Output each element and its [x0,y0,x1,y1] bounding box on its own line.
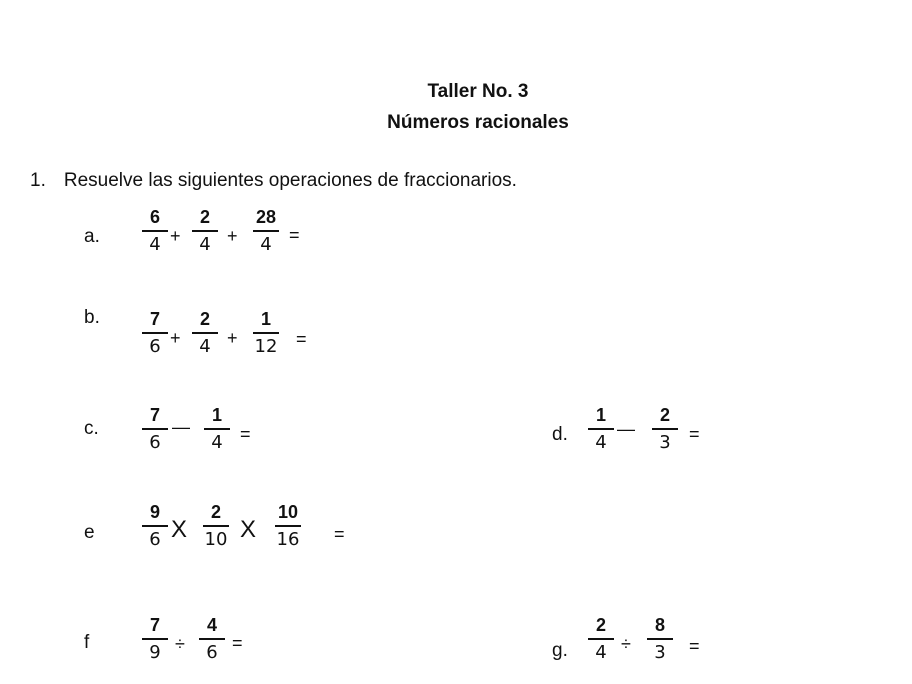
fraction-bar [588,428,614,430]
page-title: Taller No. 3 [427,81,529,102]
fraction-bar [192,332,218,334]
denominator: 6 [149,528,161,550]
fraction-bar [142,428,168,430]
fraction [246,308,286,358]
numerator: 4 [206,615,217,635]
page-subtitle: Números racionales [387,112,569,133]
numerator: 28 [255,207,277,227]
fraction-bar [275,525,301,527]
numerator: 7 [149,615,160,635]
operator: + [227,328,238,348]
operator: + [170,328,181,348]
fraction-bar [203,525,229,527]
denominator: 4 [211,431,223,453]
equals-sign: = [289,225,300,245]
equals-sign: = [689,424,700,444]
fraction [135,206,175,256]
problem-label: f [84,632,90,653]
fraction [581,404,621,454]
equals-sign: = [689,636,700,656]
denominator: 3 [654,641,666,663]
fraction-bar [647,638,673,640]
fraction-bar [192,230,218,232]
operator: X [240,516,257,543]
fraction-bar [142,230,168,232]
fraction [268,501,308,551]
problem-label: d. [552,424,568,445]
fraction-bar [142,638,168,640]
denominator: 6 [206,641,218,663]
problem-label: e [84,522,95,543]
operator: X [171,516,188,543]
denominator: 4 [595,431,607,453]
fraction-bar [652,428,678,430]
numerator: 1 [211,405,222,425]
denominator: 12 [254,335,278,357]
denominator: 16 [276,528,300,550]
problem-label: a. [84,226,100,247]
equals-sign: = [296,329,307,349]
equals-sign: = [334,524,345,544]
numerator: 1 [260,309,271,329]
numerator: 2 [199,207,210,227]
question-text: Resuelve las siguientes operaciones de fraccionarios. [63,170,517,191]
numerator: 8 [654,615,665,635]
fraction [192,614,232,664]
numerator: 6 [149,207,160,227]
denominator: 6 [149,431,161,453]
denominator: 10 [204,528,228,550]
fraction-bar [204,428,230,430]
fraction-bar [142,525,168,527]
operator: — [172,417,190,437]
fraction [645,404,685,454]
operator: ÷ [175,634,185,654]
fraction-bar [253,332,279,334]
fraction [135,614,175,664]
denominator: 4 [199,335,211,357]
problem-label: c. [84,418,99,439]
fraction [196,501,236,551]
operator: — [617,419,635,439]
denominator: 4 [199,233,211,255]
question-1 [30,170,517,192]
numerator: 9 [149,502,160,522]
numerator: 1 [595,405,606,425]
question-number: 1. [30,170,46,191]
fraction [581,614,621,664]
numerator: 7 [149,405,160,425]
numerator: 2 [210,502,221,522]
operator: + [170,226,181,246]
fraction [246,206,286,256]
numerator: 10 [277,502,299,522]
denominator: 4 [260,233,272,255]
fraction [135,404,175,454]
fraction [185,206,225,256]
denominator: 4 [149,233,161,255]
fraction [640,614,680,664]
problem-label: g. [552,640,568,661]
fraction [135,501,175,551]
fraction [185,308,225,358]
numerator: 2 [199,309,210,329]
fraction-bar [142,332,168,334]
numerator: 2 [595,615,606,635]
denominator: 6 [149,335,161,357]
fraction [197,404,237,454]
operator: + [227,226,238,246]
denominator: 4 [595,641,607,663]
equals-sign: = [232,633,243,653]
denominator: 9 [149,641,161,663]
fraction-bar [199,638,225,640]
numerator: 7 [149,309,160,329]
numerator: 2 [659,405,670,425]
equals-sign: = [240,424,251,444]
denominator: 3 [659,431,671,453]
fraction [135,308,175,358]
problem-label: b. [84,307,100,328]
fraction-bar [588,638,614,640]
fraction-bar [253,230,279,232]
operator: ÷ [621,634,631,654]
